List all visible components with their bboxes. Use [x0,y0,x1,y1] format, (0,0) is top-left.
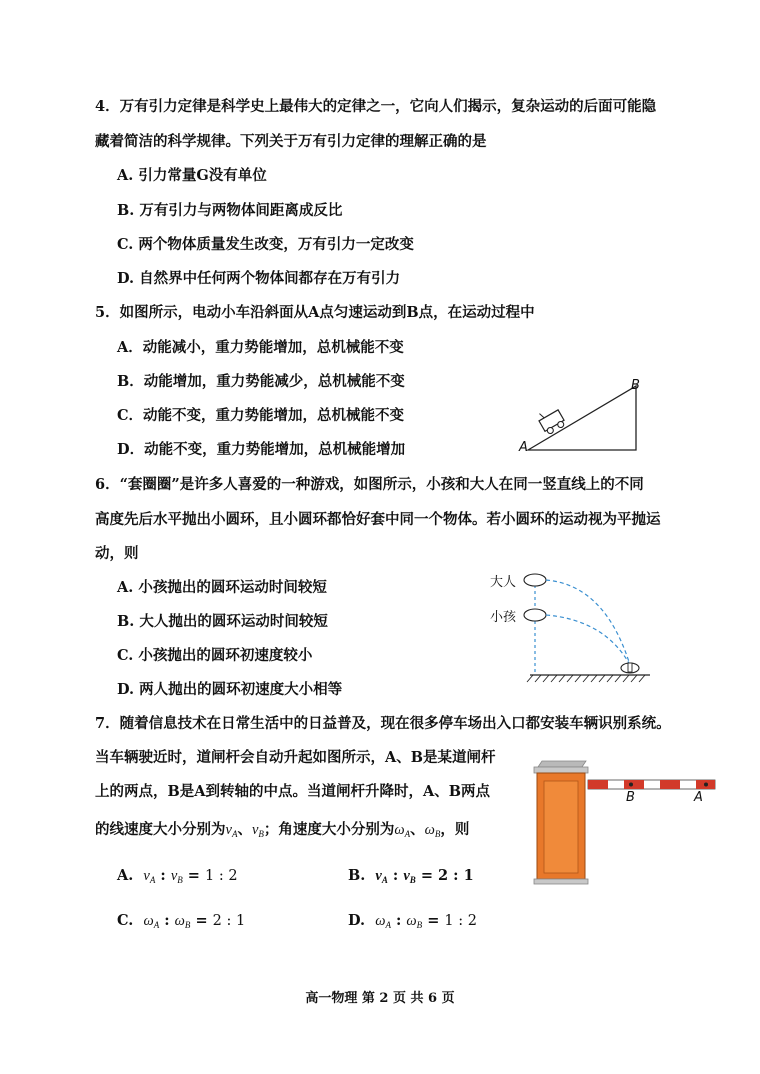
q6-option-c: C. 小孩抛出的圆环初速度较小 [117,647,313,664]
omega-a-symbol: $\omega_A$ [394,822,411,839]
q5-option-d: D．动能不变，重力势能增加，总机械能增加 [117,441,406,458]
q7-option-c: C. $\omega_A$ : $\omega_B = 2$ : 1 [117,912,246,930]
q5-option-b: B．动能增加，重力势能减少，总机械能不变 [117,373,405,390]
incline-label-a: A [519,440,528,455]
incline-label-b: B [631,378,640,393]
q4-option-b: B. 万有引力与两物体间距离成反比 [117,202,343,219]
vb-symbol: $v_B$ [251,822,264,839]
gate-label-a: A [694,790,703,805]
q4-option-d: D. 自然界中任何两个物体间都存在万有引力 [117,270,401,287]
q4-option-c: C. 两个物体质量发生改变，万有引力一定改变 [117,236,414,253]
q7-stem-line1: 7．随着信息技术在日常生活中的日益普及，现在很多停车场出入口都安装车辆识别系统。 [95,715,671,732]
q5-option-c: C．动能不变，重力势能增加，总机械能不变 [117,407,405,424]
q6-option-d: D. 两人抛出的圆环初速度大小相等 [117,681,343,698]
va-symbol: $v_A$ [225,822,238,839]
q4-stem-line2: 藏着简洁的科学规律。下列关于万有引力定律的理解正确的是 [95,133,487,150]
q7-stem-line2: 当车辆驶近时，道闸杆会自动升起如图所示，A、B是某道闸杆 [95,749,496,766]
child-label: 小孩 [490,610,517,625]
q5-option-a: A．动能减小，重力势能增加，总机械能不变 [117,339,404,356]
omega-b-symbol: $\omega_B$ [424,822,441,839]
gate-label-b: B [626,790,635,805]
page-footer: 高一物理 第 2 页 共 6 页 [305,991,455,1006]
incline-figure [518,378,648,458]
q7-stem-line4-part2: ；角速度大小分别为 [263,821,395,838]
q7-option-b: B. $v_A$ : $v_B = 2$ : 1 [348,867,474,885]
q7-stem-line4-part1: 的线速度大小分别为 [95,821,226,838]
q6-stem-line3: 动，则 [95,545,139,562]
q6-option-b: B. 大人抛出的圆环运动时间较短 [117,613,328,630]
q7-stem-line3: 上的两点，B是A到转轴的中点。当道闸杆升降时，A、B两点 [95,783,491,800]
q5-stem: 5．如图所示，电动小车沿斜面从A点匀速运动到B点，在运动过程中 [95,304,535,321]
q7-stem-line4-part3: ，则 [440,821,470,838]
q6-option-a: A. 小孩抛出的圆环运动时间较短 [117,579,327,596]
barrier-gate-figure [524,753,716,888]
q4-option-a: A. 引力常量G没有单位 [117,167,267,184]
q7-option-a: A. $v_A$ : $v_B = 1$ : 2 [117,867,238,885]
q7-stem-line4: 的线速度大小分别为$v_A$、$v_B$；角速度大小分别为$\omega_A$、$\omega_B$，则 [95,821,470,839]
q4-stem-line1: 4．万有引力定律是科学史上最伟大的定律之一，它向人们揭示，复杂运动的后面可能隐 [95,98,657,115]
q6-stem-line1: 6．“套圈圈”是许多人喜爱的一种游戏，如图所示，小孩和大人在同一竖直线上的不同 [95,476,644,493]
q7-option-d: D. $\omega_A$ : $\omega_B = 1$ : 2 [348,912,477,930]
q6-stem-line2: 高度先后水平抛出小圆环，且小圆环都恰好套中同一个物体。若小圆环的运动视为平抛运 [95,511,661,528]
adult-label: 大人 [490,575,517,590]
